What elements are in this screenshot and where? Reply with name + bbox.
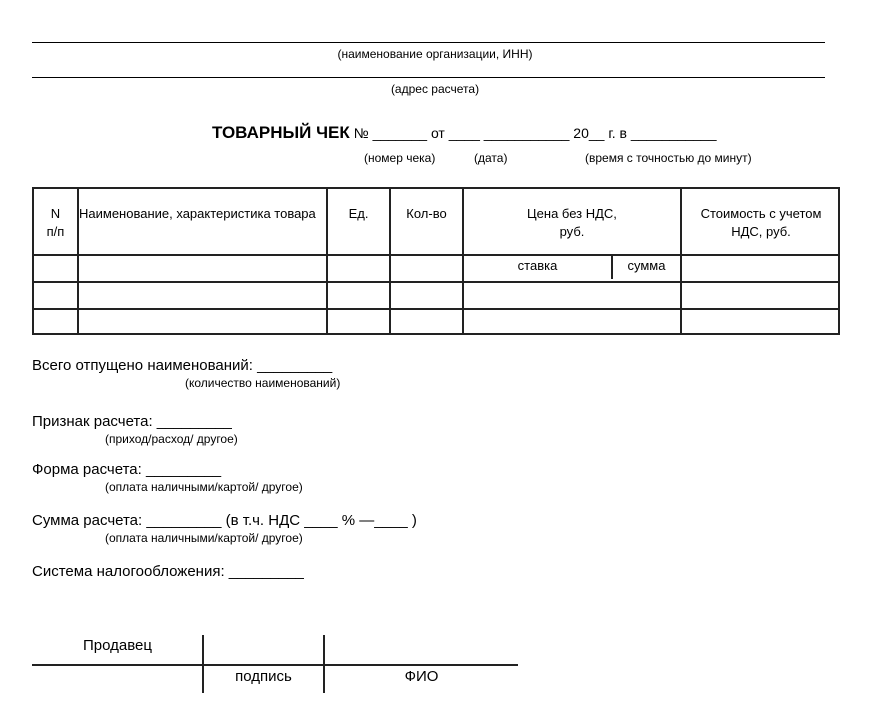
total-items-field[interactable]: Всего отпущено наименований: _________ xyxy=(32,357,333,374)
receipt-heading: ТОВАРНЫЙ ЧЕК xyxy=(212,123,350,142)
address-caption: (адрес расчета) xyxy=(390,82,480,96)
table-row[interactable] xyxy=(34,283,838,308)
payment-form-caption: (оплата наличными/картой/ другое) xyxy=(105,480,303,494)
name-caption: ФИО xyxy=(404,668,439,685)
subheader-sum: сумма xyxy=(627,258,666,273)
payment-sum-caption: (оплата наличными/картой/ другое) xyxy=(105,531,303,545)
date-caption: (дата) xyxy=(474,151,508,165)
goods-table xyxy=(32,187,840,335)
total-items-caption: (количество наименований) xyxy=(185,376,341,390)
payment-sign-field[interactable]: Признак расчета: _________ xyxy=(32,413,232,430)
organization-line[interactable] xyxy=(32,42,825,43)
subheader-rate: ставка xyxy=(517,258,558,273)
header-number: N п/п xyxy=(46,206,65,239)
tax-system-field[interactable]: Система налогообложения: _________ xyxy=(32,563,304,580)
header-quantity: Кол-во xyxy=(406,206,447,221)
organization-caption: (наименование организации, ИНН) xyxy=(337,47,533,61)
header-price: Цена без НДС, руб. xyxy=(527,206,617,239)
number-caption: (номер чека) xyxy=(364,151,436,165)
seller-label: Продавец xyxy=(83,637,152,654)
header-name: Наименование, характеристика товара xyxy=(79,206,316,221)
seller-name-field[interactable] xyxy=(325,635,518,664)
header-unit: Ед. xyxy=(348,206,369,221)
receipt-title-row xyxy=(212,123,717,143)
payment-form-field[interactable]: Форма расчета: _________ xyxy=(32,461,222,478)
signature-caption: подпись xyxy=(235,668,292,685)
signature-line xyxy=(32,664,518,666)
address-line[interactable] xyxy=(32,77,825,78)
row-divider xyxy=(34,254,838,256)
time-caption: (время с точностью до минут) xyxy=(585,151,752,165)
header-cost: Стоимость с учетом НДС, руб. xyxy=(700,206,822,239)
table-row[interactable] xyxy=(34,310,838,333)
payment-sign-caption: (приход/расход/ другое) xyxy=(105,432,238,446)
payment-sum-field[interactable]: Сумма расчета: _________ (в т.ч. НДС ____ % —____ ) xyxy=(32,512,417,529)
receipt-number-date-time[interactable]: № _______ от ____ ___________ 20__ г. в ___________ xyxy=(353,125,717,141)
signature-field[interactable] xyxy=(204,635,323,664)
